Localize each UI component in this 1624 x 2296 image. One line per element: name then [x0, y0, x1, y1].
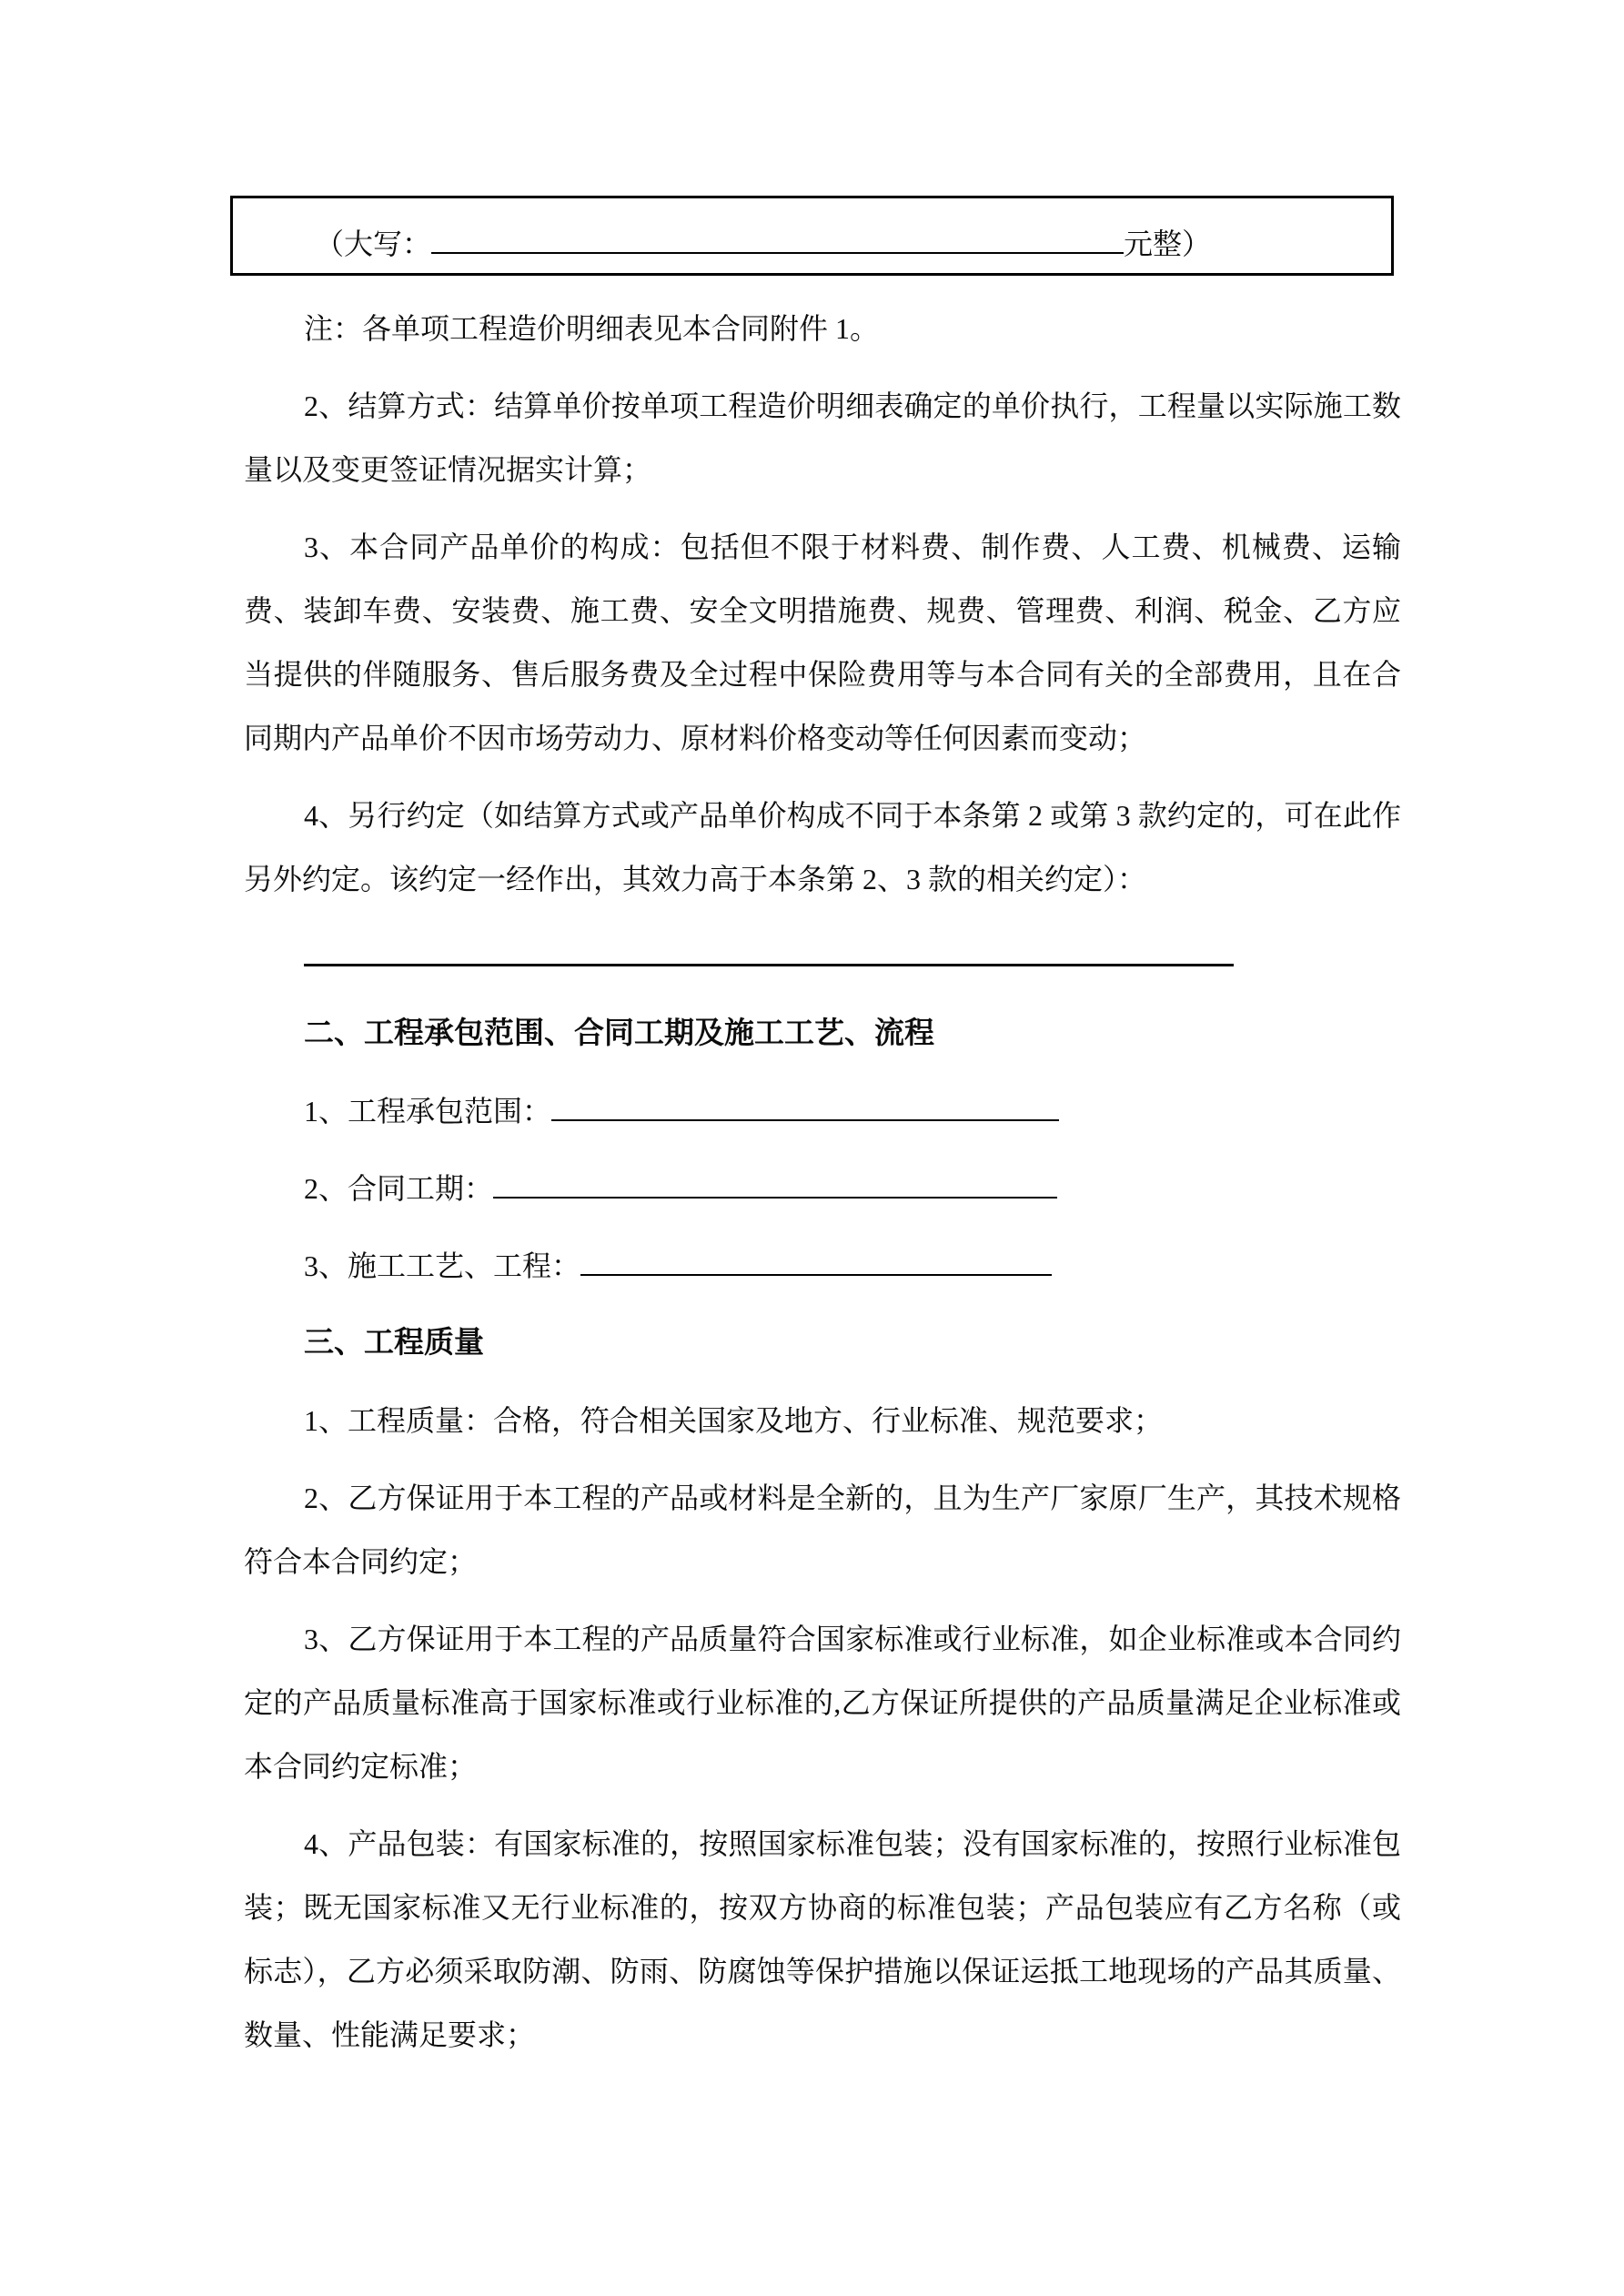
contract-body [244, 297, 1401, 2080]
other-agreement-fill-in-blank [304, 936, 1234, 966]
item-contract-scope-label: 1、工程承包范围： [304, 1095, 552, 1128]
clause-settlement-method: 2、结算方式：结算单价按单项工程造价明细表确定的单价执行，工程量以实际施工数量以及变更签证情况据实计算； [244, 389, 1401, 486]
section-2-heading: 二、工程承包范围、合同工期及施工工艺、流程 [304, 1017, 934, 1050]
amount-in-words-line [315, 225, 1211, 273]
note-attachment-paragraph: 注：各单项工程造价明细表见本合同附件 1。 [304, 312, 880, 345]
quality-clause-3: 3、乙方保证用于本工程的产品质量符合国家标准或行业标准，如企业标准或本合同约定的产品质量标准高于国家标准或行业标准的,乙方保证所提供的产品质量满足企业标准或本合同约定标准； [244, 1623, 1401, 1783]
quality-clause-4: 4、产品包装：有国家标准的，按照国家标准包装；没有国家标准的，按照行业标准包装；既无国家标准又无行业标准的，按双方协商的标准包装；产品包装应有乙方名称（或标志），乙方必须采取防潮、防雨、防腐蚀等保护措施以保证运抵工地现场的产品其质量、数量、性能满足要求； [244, 1827, 1401, 2051]
construction-craft-fill-in-blank [580, 1247, 1052, 1276]
section-3-heading: 三、工程质量 [304, 1327, 484, 1360]
contract-period-fill-in-blank [493, 1169, 1057, 1199]
clause-unit-price-composition: 3、本合同产品单价的构成：包括但不限于材料费、制作费、人工费、机械费、运输费、装卸车费、安装费、施工费、安全文明措施费、规费、管理费、利润、税金、乙方应当提供的伴随服务、售后服务费及全过程中保险费用等与本合同有关的全部费用，且在合同期内产品单价不因市场劳动力、原材料价格变动等任何因素而变动； [244, 531, 1401, 754]
item-construction-craft-label: 3、施工工艺、工程： [304, 1249, 581, 1282]
item-contract-period [244, 1157, 1401, 1220]
amount-fill-in-blank [431, 225, 1124, 254]
amount-suffix-label: 元整） [1124, 228, 1212, 260]
amount-prefix-label: （大写： [315, 228, 432, 260]
quality-clause-1: 1、工程质量：合格，符合相关国家及地方、行业标准、规范要求； [304, 1404, 1164, 1437]
contract-scope-fill-in-blank [551, 1092, 1059, 1121]
item-contract-scope [244, 1079, 1401, 1143]
amount-in-words-box [230, 196, 1394, 276]
other-agreement-answer-line [244, 925, 1401, 988]
clause-other-agreement: 4、另行约定（如结算方式或产品单价构成不同于本条第 2 或第 3 款约定的，可在此作另外约定。该约定一经作出，其效力高于本条第 2、3 款的相关约定）： [244, 799, 1401, 895]
item-contract-period-label: 2、合同工期： [304, 1172, 494, 1205]
quality-clause-2: 2、乙方保证用于本工程的产品或材料是全新的，且为生产厂家原厂生产，其技术规格符合本合同约定； [244, 1482, 1401, 1578]
item-construction-craft [244, 1234, 1401, 1298]
